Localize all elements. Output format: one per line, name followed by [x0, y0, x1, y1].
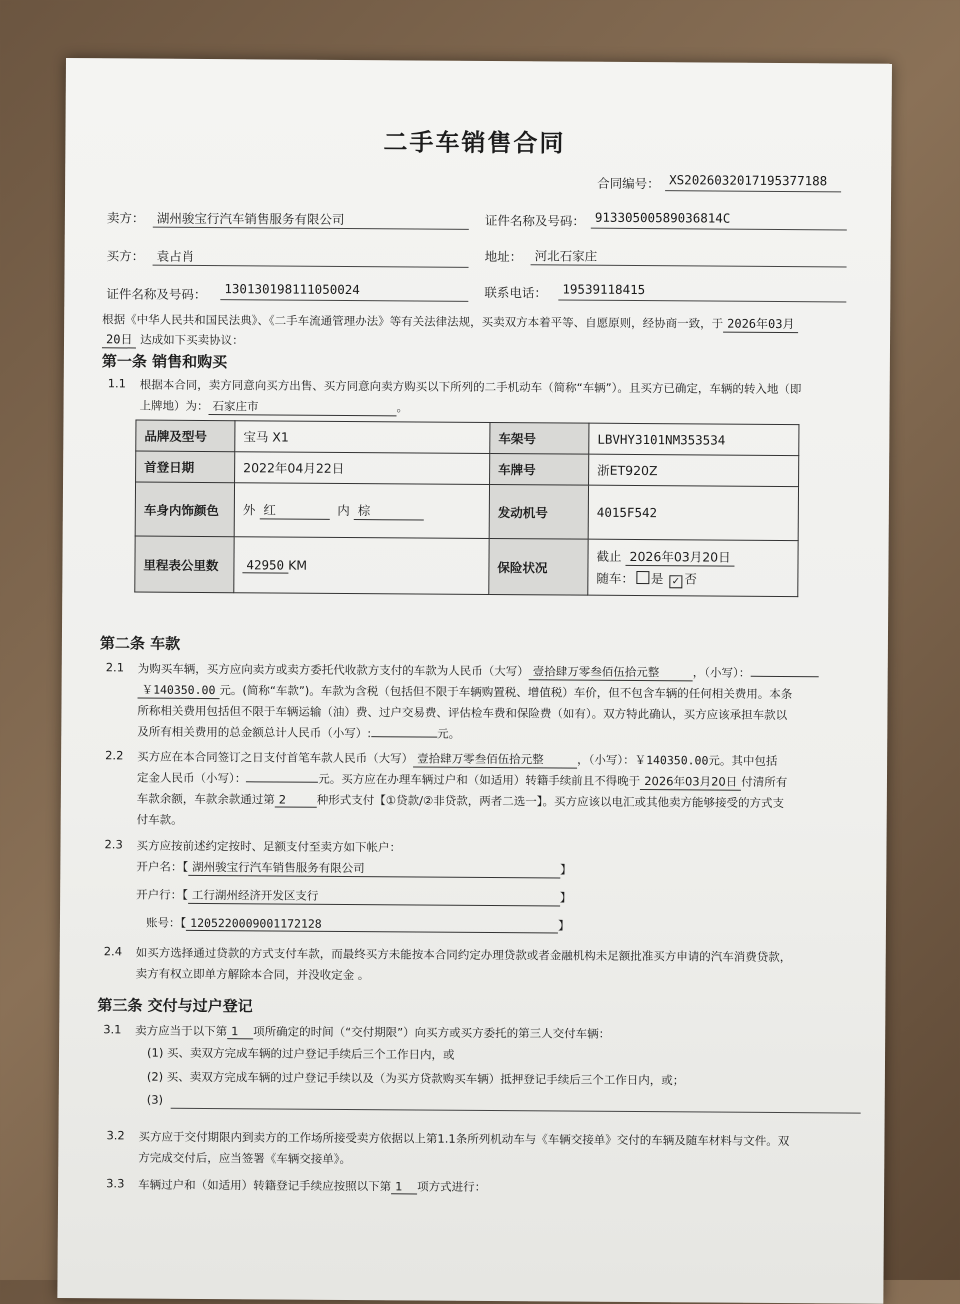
first-payment-upper: 壹拾肆万零叁佰伍拾元整 [413, 750, 577, 768]
clause-3-1-line1: 卖方应当于以下第 1 项所确定的时间（“交付期限”）向买方或买方委托的第三人交付车辆： [135, 1023, 611, 1041]
contract-page [57, 58, 892, 1304]
mileage-label: 里程表公里数 [135, 536, 234, 593]
payment-method-choice: 2 [275, 792, 317, 807]
transfer-choice: 1 [391, 1179, 417, 1194]
seller-id-label: 证件名称及号码： [484, 212, 585, 229]
price-upper: 壹拾肆万零叁佰伍拾元整 [529, 663, 693, 681]
insurance-no-checkbox: ✓ [669, 575, 682, 588]
buyer-phone-label: 联系电话： [484, 284, 547, 301]
preamble-line2: 20日 达成如下买卖协议： [102, 330, 244, 349]
buyer-id-value: 130130198111050024 [224, 281, 360, 298]
clause-2-2-line3: 车款余额，车款余款通过第 2 种形式支付【①贷款/②非贷款，两者二选一】。买方应该以电汇或其他卖方能够接受的方式支 [136, 791, 785, 811]
vin-label: 车架号 [490, 422, 589, 454]
bank-name: 工行湖州经济开发区支行 [188, 887, 560, 907]
clause-2-3-line1: 买方应按前述约定按时、足额支付至卖方如下帐户： [136, 838, 402, 855]
clause-3-2-line1: 买方应于交付期限内到卖方的工作场所接受卖方依据以上第1.1条所列机动车与《车辆交接单》交付的车辆及随车材料与文件。双 [138, 1129, 790, 1149]
bank-holder-row: 开户名：【 湖州骏宝行汽车销售服务有限公司 】 [136, 859, 572, 877]
article-2-heading: 第二条 车款 [99, 634, 181, 653]
bank-holder: 湖州骏宝行汽车销售服务有限公司 [188, 859, 560, 879]
clause-2-2-line2: 定金人民币（小写）： 元。买方应在办理车辆过户和（如适用）转籍手续前且不得晚于 2026年03月20日 付清所有 [136, 770, 788, 790]
bank-name-row: 开户行：【 工行湖州经济开发区支行 】 [136, 887, 572, 905]
brand-label: 品牌及型号 [136, 420, 235, 452]
preamble-line1: 根据《中华人民共和国民法典》、《二手车流通管理办法》等有关法律法规，买卖双方本着平等、自愿原则，经协商一致，于 2026年03月 [102, 310, 798, 333]
seller-id-value: 91330500589036814C [594, 209, 731, 226]
clause-1-1-line2: 上牌地）为： 石家庄市 。 [139, 398, 409, 415]
clause-3-1-option1: (1) 买、卖双方完成车辆的过户登记手续后三个工作日内，或 [147, 1045, 455, 1062]
clause-2-4-line1: 如买方选择通过贷款的方式支付车款，而最终买方未能按本合同约定办理贷款或者金融机构未足额批准买方申请的汽车消费贷款， [135, 945, 792, 965]
article-1-heading: 第一条 销售和购买 [101, 352, 228, 372]
clause-number: 2.2 [105, 748, 124, 763]
buyer-name: 袁占肖 [156, 248, 195, 264]
clause-number: 3.3 [106, 1176, 125, 1191]
buyer-address-label: 地址： [484, 248, 523, 265]
bank-account-row: 账号：【 1205220009001172128 】 [145, 915, 570, 933]
insurance-value: 截止 2026年03月20日 随车： 是 ✓ 否 [588, 539, 798, 596]
clause-3-1-option3: (3) [146, 1092, 164, 1107]
preamble-date: 2026年03月 [723, 315, 798, 334]
clause-2-1-line1: 为购买车辆，买方应向卖方或卖方委托代收款方支付的车款为人民币（大写） 壹拾肆万零叁佰伍拾元整 ，（小写）： [138, 661, 819, 683]
clause-number: 3.2 [106, 1128, 125, 1143]
first-payment-lower: ￥140350.00 [634, 752, 709, 768]
clause-number: 2.3 [104, 837, 123, 852]
mileage-value: 42950 KM [234, 537, 489, 595]
reg-date-label: 首登日期 [136, 451, 235, 483]
color-label: 车身内饰颜色 [135, 482, 234, 537]
clause-2-1-line2: ￥140350.00 元。(简称“车款”)。车款为含税（包括但不限于车辆购置税、增值税）车价，但不包含车辆的任何相关费用。本条 [138, 682, 793, 704]
buyer-id-label: 证件名称及号码： [106, 286, 207, 302]
clause-1-1-line1: 根据本合同，卖方同意向买方出售、买方同意向卖方购买以下所列的二手机动车（简称“车辆”）。且买方已确定，车辆的转入地（即 [139, 377, 802, 397]
engine-value: 4015F542 [588, 485, 798, 540]
insurance-yes-checkbox [636, 571, 649, 584]
delivery-choice: 1 [227, 1024, 253, 1039]
seller-name: 湖州骏宝行汽车销售服务有限公司 [156, 210, 345, 227]
page-title: 二手车销售合同 [383, 128, 566, 158]
vehicle-table [134, 419, 799, 597]
engine-label: 发动机号 [489, 484, 588, 539]
transfer-place: 石家庄市 [209, 398, 397, 416]
color-values: 外 红 内 棕 [234, 483, 489, 539]
buyer-label: 买方： [106, 248, 145, 264]
plate-label: 车牌号 [490, 453, 589, 485]
clause-number: 3.1 [103, 1022, 122, 1037]
vin-value: LBVHY3101NM353534 [589, 423, 799, 455]
clause-2-1-line3: 所称相关费用包括但不限于车辆运输（油）费、过户交易费、评估检车费和保险费（如有）。双方特此确认，买方应该承担车款以 [137, 703, 788, 723]
clause-2-2-line4: 付车款。 [136, 812, 183, 827]
clause-number: 1.1 [107, 376, 127, 391]
contract-no-value: XS20260320171953771​88 [669, 172, 828, 189]
seller-label: 卖方： [106, 210, 145, 226]
clause-2-2-line1: 买方应在本合同签订之日支付首笔车款人民币（大写） 壹拾肆万零叁佰伍拾元整 ，（小写）：￥140350.00元。其中包括 [137, 749, 778, 768]
price-lower: ￥140350.00 [138, 682, 220, 700]
article-3-heading: 第三条 交付与过户登记 [97, 996, 253, 1016]
insurance-label: 保险状况 [489, 538, 588, 595]
brand-value: 宝马 X1 [235, 421, 490, 454]
contract-no-label: 合同编号： [597, 175, 660, 192]
buyer-address-value: 河北石家庄 [534, 248, 598, 264]
clause-3-1-option2: (2) 买、卖双方完成车辆的过户登记手续以及（为买方贷款购买车辆）抵押登记手续后三个工作日内，或； [146, 1069, 685, 1088]
clause-2-1-line4: 及所有相关费用的总金额总计人民币（小写）: 元。 [137, 724, 461, 741]
plate-value: 浙ET920Z [589, 454, 799, 486]
bank-account: 1205220009001172128 [186, 916, 558, 934]
clause-3-2-line2: 方完成交付后，应当签署《车辆交接单》。 [138, 1150, 352, 1167]
final-payment-date: 2026年03月20日 [640, 773, 741, 791]
clause-2-4-line2: 卖方有权立即单方解除本合同，并没收定金 。 [135, 966, 370, 983]
reg-date-value: 2022年04月22日 [235, 452, 490, 485]
buyer-phone-value: 19539118415 [562, 281, 646, 298]
clause-3-3-line1: 车辆过户和（如适用）转籍登记手续应按照以下第 1 项方式进行： [138, 1177, 487, 1194]
clause-number: 2.4 [103, 944, 123, 959]
clause-number: 2.1 [105, 660, 125, 675]
